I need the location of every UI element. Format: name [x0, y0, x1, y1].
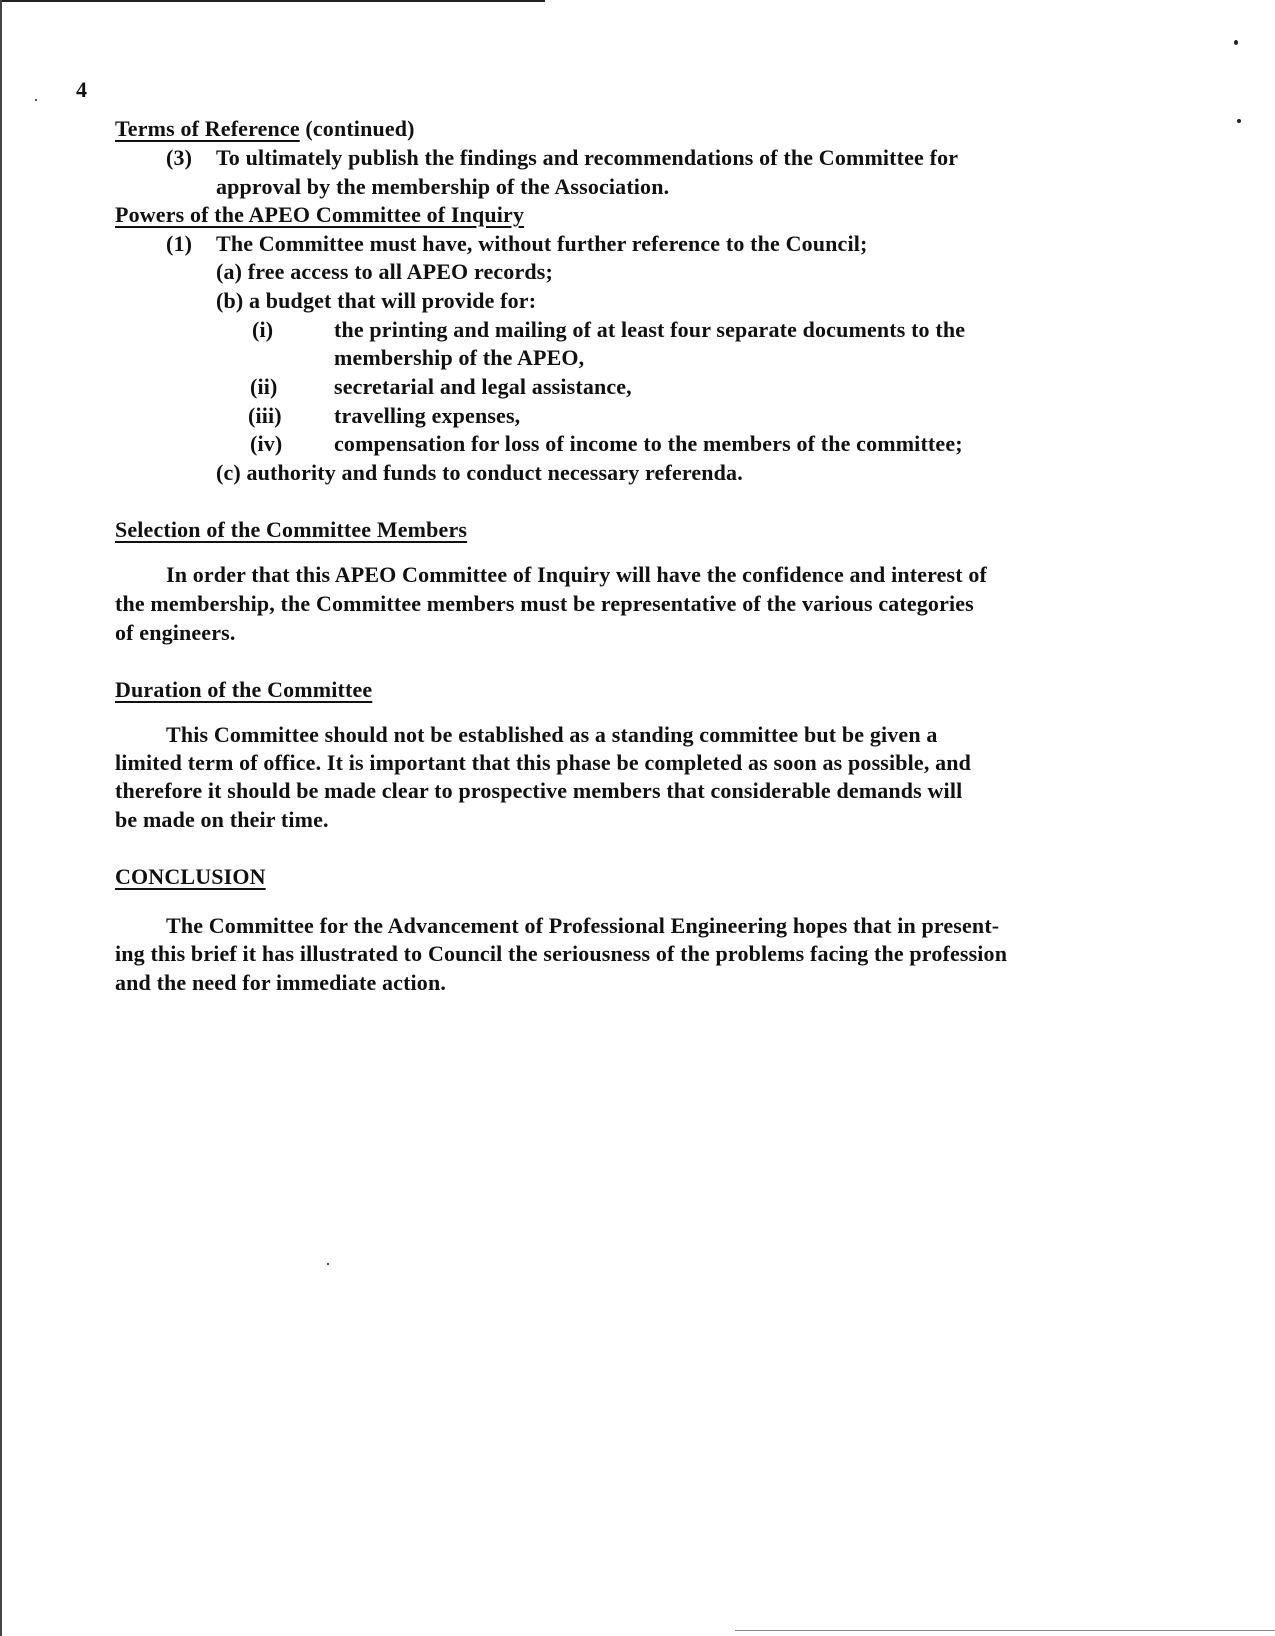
selection-paragraph-line-3: of engineers.: [115, 620, 236, 645]
powers-item-b: (b) a budget that will provide for:: [216, 288, 537, 313]
powers-heading: Powers of the APEO Committee of Inquiry: [115, 202, 525, 227]
scan-speck: [327, 1263, 329, 1265]
scan-edge-bottom: [735, 1630, 1275, 1631]
scan-speck: [1237, 119, 1241, 123]
scan-speck: [35, 99, 37, 101]
terms-of-reference-heading: Terms of Reference: [115, 116, 300, 141]
sub-item-iv-number: (iv): [250, 431, 283, 456]
duration-paragraph-line-1: This Committee should not be established as a standing committee but be given a: [166, 722, 938, 747]
duration-paragraph-line-4: be made on their time.: [115, 807, 329, 832]
selection-heading: Selection of the Committee Members: [115, 517, 468, 542]
conclusion-paragraph-line-1: The Committee for the Advancement of Professional Engineering hopes that in present-: [166, 913, 1000, 938]
sub-item-ii-text: secretarial and legal assistance,: [334, 374, 632, 399]
sub-item-iii-number: (iii): [248, 403, 282, 428]
terms-of-reference-heading-line: [115, 115, 415, 143]
item-3-line-1: To ultimately publish the findings and recommendations of the Committee for: [216, 145, 959, 170]
sub-item-iv-text: compensation for loss of income to the members of the committee;: [334, 431, 963, 456]
conclusion-paragraph-line-2: ing this brief it has illustrated to Council the seriousness of the problems facing the profession: [115, 941, 1008, 966]
conclusion-paragraph-line-3: and the need for immediate action.: [115, 970, 446, 995]
terms-of-reference-heading-suffix: (continued): [299, 116, 415, 141]
page-number: 4: [76, 77, 88, 102]
sub-item-i-number: (i): [252, 317, 274, 342]
duration-paragraph-line-2: limited term of office. It is important that this phase be completed as soon as possible, and: [115, 750, 972, 775]
item-3-line-2: approval by the membership of the Association.: [216, 174, 670, 199]
scan-speck: [1234, 40, 1238, 45]
sub-item-i-line-2: membership of the APEO,: [334, 345, 585, 370]
sub-item-iii-text: travelling expenses,: [334, 403, 521, 428]
scan-edge-left: [0, 0, 2, 1636]
powers-item-c: (c) authority and funds to conduct necessary referenda.: [216, 460, 743, 485]
selection-paragraph-line-2: the membership, the Committee members must be representative of the various categories: [115, 591, 974, 616]
conclusion-heading: CONCLUSION: [115, 864, 266, 889]
sub-item-i-line-1: the printing and mailing of at least four separate documents to the: [334, 317, 966, 342]
powers-item-1-number: (1): [166, 231, 193, 256]
scan-edge-top: [0, 0, 545, 2]
duration-heading: Duration of the Committee: [115, 677, 373, 702]
sub-item-ii-number: (ii): [250, 374, 278, 399]
duration-paragraph-line-3: therefore it should be made clear to prospective members that considerable demands will: [115, 778, 963, 803]
powers-item-1-text: The Committee must have, without further reference to the Council;: [216, 231, 868, 256]
item-3-number: (3): [166, 145, 193, 170]
selection-paragraph-line-1: In order that this APEO Committee of Inquiry will have the confidence and interest of: [166, 562, 988, 587]
powers-item-a: (a) free access to all APEO records;: [216, 259, 553, 284]
